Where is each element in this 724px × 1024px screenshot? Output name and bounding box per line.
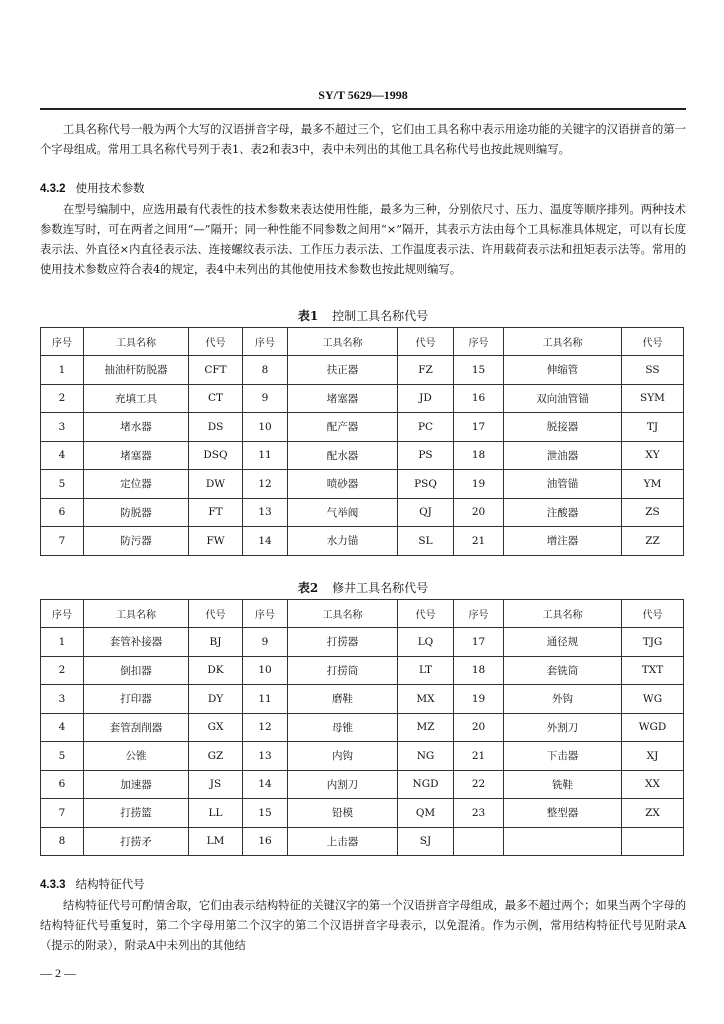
table-row [41,441,684,470]
table-cell: 4 [41,441,84,470]
table-cell: 13 [243,742,288,771]
column-header: 代号 [189,328,243,356]
table-cell: 8 [41,827,84,856]
table-cell: 扶正器 [288,356,398,385]
table-row [41,413,684,442]
table-cell: TJG [622,628,684,657]
table-row [41,356,684,385]
table-cell: 母锥 [288,713,398,742]
table-cell [504,827,622,856]
table-cell: 9 [243,628,288,657]
table-cell: ZS [622,498,684,527]
table-cell: 打印器 [84,685,189,714]
table-cell: 配产器 [288,413,398,442]
table-cell: 16 [243,827,288,856]
column-header: 代号 [622,600,684,628]
table-row [41,827,684,856]
table-cell: 内钩 [288,742,398,771]
table-cell: 倒扣器 [84,656,189,685]
table-cell: FT [189,498,243,527]
table-cell: 12 [243,470,288,499]
table-cell: 11 [243,685,288,714]
column-header: 序号 [243,600,288,628]
table-cell: LQ [398,628,454,657]
table-cell: 2 [41,656,84,685]
table1-control-tool-codes [40,327,684,556]
table2-number: 表2 [297,581,319,595]
table-cell: 15 [243,799,288,828]
table-cell: YM [622,470,684,499]
table-cell: 19 [454,470,504,499]
table-cell: PC [398,413,454,442]
table-cell: 铣鞋 [504,770,622,799]
table-row [41,656,684,685]
table-cell: DY [189,685,243,714]
table-cell: 23 [454,799,504,828]
table-cell: 打捞篮 [84,799,189,828]
table-cell: 打捞器 [288,628,398,657]
table-cell: 6 [41,498,84,527]
table-cell: 5 [41,470,84,499]
table-cell: XX [622,770,684,799]
table-cell: JD [398,384,454,413]
table-cell: 18 [454,656,504,685]
table2-workover-tool-codes [40,599,684,856]
column-header: 工具名称 [504,328,622,356]
table-cell: 7 [41,799,84,828]
table1-title: 控制工具名称代号 [332,309,429,323]
table-cell: 整型器 [504,799,622,828]
column-header: 工具名称 [288,328,398,356]
table-cell: MX [398,685,454,714]
table1-header-row [41,328,684,356]
table-cell: 泄油器 [504,441,622,470]
section-title: 使用技术参数 [75,181,145,195]
section-4-3-2-heading [40,180,145,196]
table-cell: XJ [622,742,684,771]
table-cell: SJ [398,827,454,856]
table-cell: 10 [243,656,288,685]
table-row [41,685,684,714]
table-cell: DK [189,656,243,685]
table-cell: QM [398,799,454,828]
table-cell: 配水器 [288,441,398,470]
table2-title: 修井工具名称代号 [332,581,429,595]
section-number: 4.3.2 [40,183,66,195]
table-row [41,628,684,657]
table-cell: 堵塞器 [84,441,189,470]
table-cell: 5 [41,742,84,771]
table-cell: 20 [454,498,504,527]
table-cell: 气举阀 [288,498,398,527]
table-cell: XY [622,441,684,470]
table-cell: 脱接器 [504,413,622,442]
column-header: 工具名称 [84,600,189,628]
column-header: 序号 [454,600,504,628]
table-cell: 6 [41,770,84,799]
table-cell: SL [398,527,454,556]
table-row [41,498,684,527]
table-cell: 注酸器 [504,498,622,527]
table-cell: 增注器 [504,527,622,556]
table-cell: 11 [243,441,288,470]
column-header: 工具名称 [288,600,398,628]
table-cell: CFT [189,356,243,385]
table-cell: MZ [398,713,454,742]
table-cell: 通径规 [504,628,622,657]
section-number: 4.3.3 [40,879,66,891]
table-cell: 伸缩管 [504,356,622,385]
table-cell: 喷砂器 [288,470,398,499]
table-cell: 2 [41,384,84,413]
table-cell: 水力锚 [288,527,398,556]
section-4-3-3-paragraph: 结构特征代号可酌情舍取，它们由表示结构特征的关键汉字的第一个汉语拼音字母组成，最多不超过两个；如果当两个字母的结构特征代号重复时，第二个字母用第二个汉字的第二个汉语拼音字母表示，以免混淆。作为示例，常用结构特征代号见附录A（提示的附录），附录A中未列出的其他结 [40,899,686,952]
table-cell: 15 [454,356,504,385]
column-header: 代号 [398,600,454,628]
table-cell: 13 [243,498,288,527]
table-cell: DS [189,413,243,442]
table-cell: 抽油杆防脱器 [84,356,189,385]
table-cell: 打捞筒 [288,656,398,685]
section-4-3-2-paragraph: 在型号编制中，应选用最有代表性的技术参数来表达使用性能，最多为三种，分别依尺寸、压力、温度等顺序排列。两种技术参数连写时，可在两者之间用“—”隔开；同一种性能不同参数之间用“×”隔开，其表示方法由每个工具标准具体规定，可以有长度表示法、外直径×内直径表示法、连接螺纹表示法、工作压力表示法、工作温度表示法、许用载荷表示法和扭矩表示法等。常用的使用技术参数应符合表4的规定，表4中未列出的其他使用技术参数也按此规则编写。 [40,203,686,276]
column-header: 代号 [622,328,684,356]
table-cell: 3 [41,413,84,442]
table-cell: 20 [454,713,504,742]
table-cell [454,827,504,856]
table-cell: SYM [622,384,684,413]
table-cell: DW [189,470,243,499]
table-cell: 16 [454,384,504,413]
table-cell: 1 [41,356,84,385]
table-cell: 铅模 [288,799,398,828]
table-row [41,470,684,499]
table-cell: 上击器 [288,827,398,856]
table-cell: 加速器 [84,770,189,799]
table2-caption [40,579,686,596]
table-cell: 充填工具 [84,384,189,413]
table-cell: 外钩 [504,685,622,714]
section-title: 结构特征代号 [75,877,145,891]
table-cell: QJ [398,498,454,527]
table-cell: NG [398,742,454,771]
table-cell: PSQ [398,470,454,499]
table-cell: 18 [454,441,504,470]
column-header: 序号 [41,600,84,628]
table-cell: 4 [41,713,84,742]
table-cell: 堵水器 [84,413,189,442]
table-cell: 8 [243,356,288,385]
table-cell [622,827,684,856]
table-cell: SS [622,356,684,385]
intro-paragraph: 工具名称代号一般为两个大写的汉语拼音字母，最多不超过三个，它们由工具名称中表示用途功能的关键字的汉语拼音的第一个字母组成。常用工具名称代号列于表1、表2和表3中，表中未列出的其他工具名称代号也按此规则编写。 [40,123,686,156]
table-cell: 22 [454,770,504,799]
table-cell: ZX [622,799,684,828]
table-cell: 7 [41,527,84,556]
table-cell: TXT [622,656,684,685]
table-cell: FZ [398,356,454,385]
table-cell: 21 [454,742,504,771]
table-cell: LL [189,799,243,828]
table-cell: 套铣筒 [504,656,622,685]
table-cell: WG [622,685,684,714]
table-cell: 3 [41,685,84,714]
section-4-3-3-heading [40,876,145,892]
table-cell: NGD [398,770,454,799]
table-cell: 定位器 [84,470,189,499]
table-cell: BJ [189,628,243,657]
table-cell: CT [189,384,243,413]
table-cell: 下击器 [504,742,622,771]
table-cell: 1 [41,628,84,657]
table-cell: 9 [243,384,288,413]
page-number: — 2 — [40,966,76,980]
document-code-header: SY/T 5629—1998 [318,88,408,102]
table-cell: ZZ [622,527,684,556]
table1-caption [40,307,686,324]
table-cell: 17 [454,628,504,657]
table-cell: 19 [454,685,504,714]
table-cell: 磨鞋 [288,685,398,714]
table-cell: 21 [454,527,504,556]
table-cell: 防污器 [84,527,189,556]
table-cell: 公锥 [84,742,189,771]
table-cell: 外割刀 [504,713,622,742]
column-header: 工具名称 [504,600,622,628]
table-cell: 打捞矛 [84,827,189,856]
column-header: 工具名称 [84,328,189,356]
table-cell: 14 [243,527,288,556]
table-cell: 12 [243,713,288,742]
table-cell: FW [189,527,243,556]
table-cell: GX [189,713,243,742]
column-header: 序号 [243,328,288,356]
column-header: 代号 [398,328,454,356]
table-row [41,384,684,413]
column-header: 序号 [41,328,84,356]
table-cell: 双向油管锚 [504,384,622,413]
table2-header-row [41,600,684,628]
table-cell: 油管锚 [504,470,622,499]
table-row [41,742,684,771]
table-row [41,713,684,742]
table-cell: LM [189,827,243,856]
table-cell: 内割刀 [288,770,398,799]
table-cell: PS [398,441,454,470]
table-row [41,527,684,556]
table-cell: LT [398,656,454,685]
table-cell: TJ [622,413,684,442]
table-cell: 堵塞器 [288,384,398,413]
table-cell: 10 [243,413,288,442]
table-cell: GZ [189,742,243,771]
table-cell: WGD [622,713,684,742]
table-row [41,770,684,799]
table-cell: DSQ [189,441,243,470]
column-header: 代号 [189,600,243,628]
table1-number: 表1 [297,309,319,323]
table-cell: 套管刮削器 [84,713,189,742]
table-cell: 17 [454,413,504,442]
table-cell: 套管补接器 [84,628,189,657]
header-rule [40,108,686,110]
table-row [41,799,684,828]
table-cell: JS [189,770,243,799]
column-header: 序号 [454,328,504,356]
table-cell: 14 [243,770,288,799]
table-cell: 防脱器 [84,498,189,527]
